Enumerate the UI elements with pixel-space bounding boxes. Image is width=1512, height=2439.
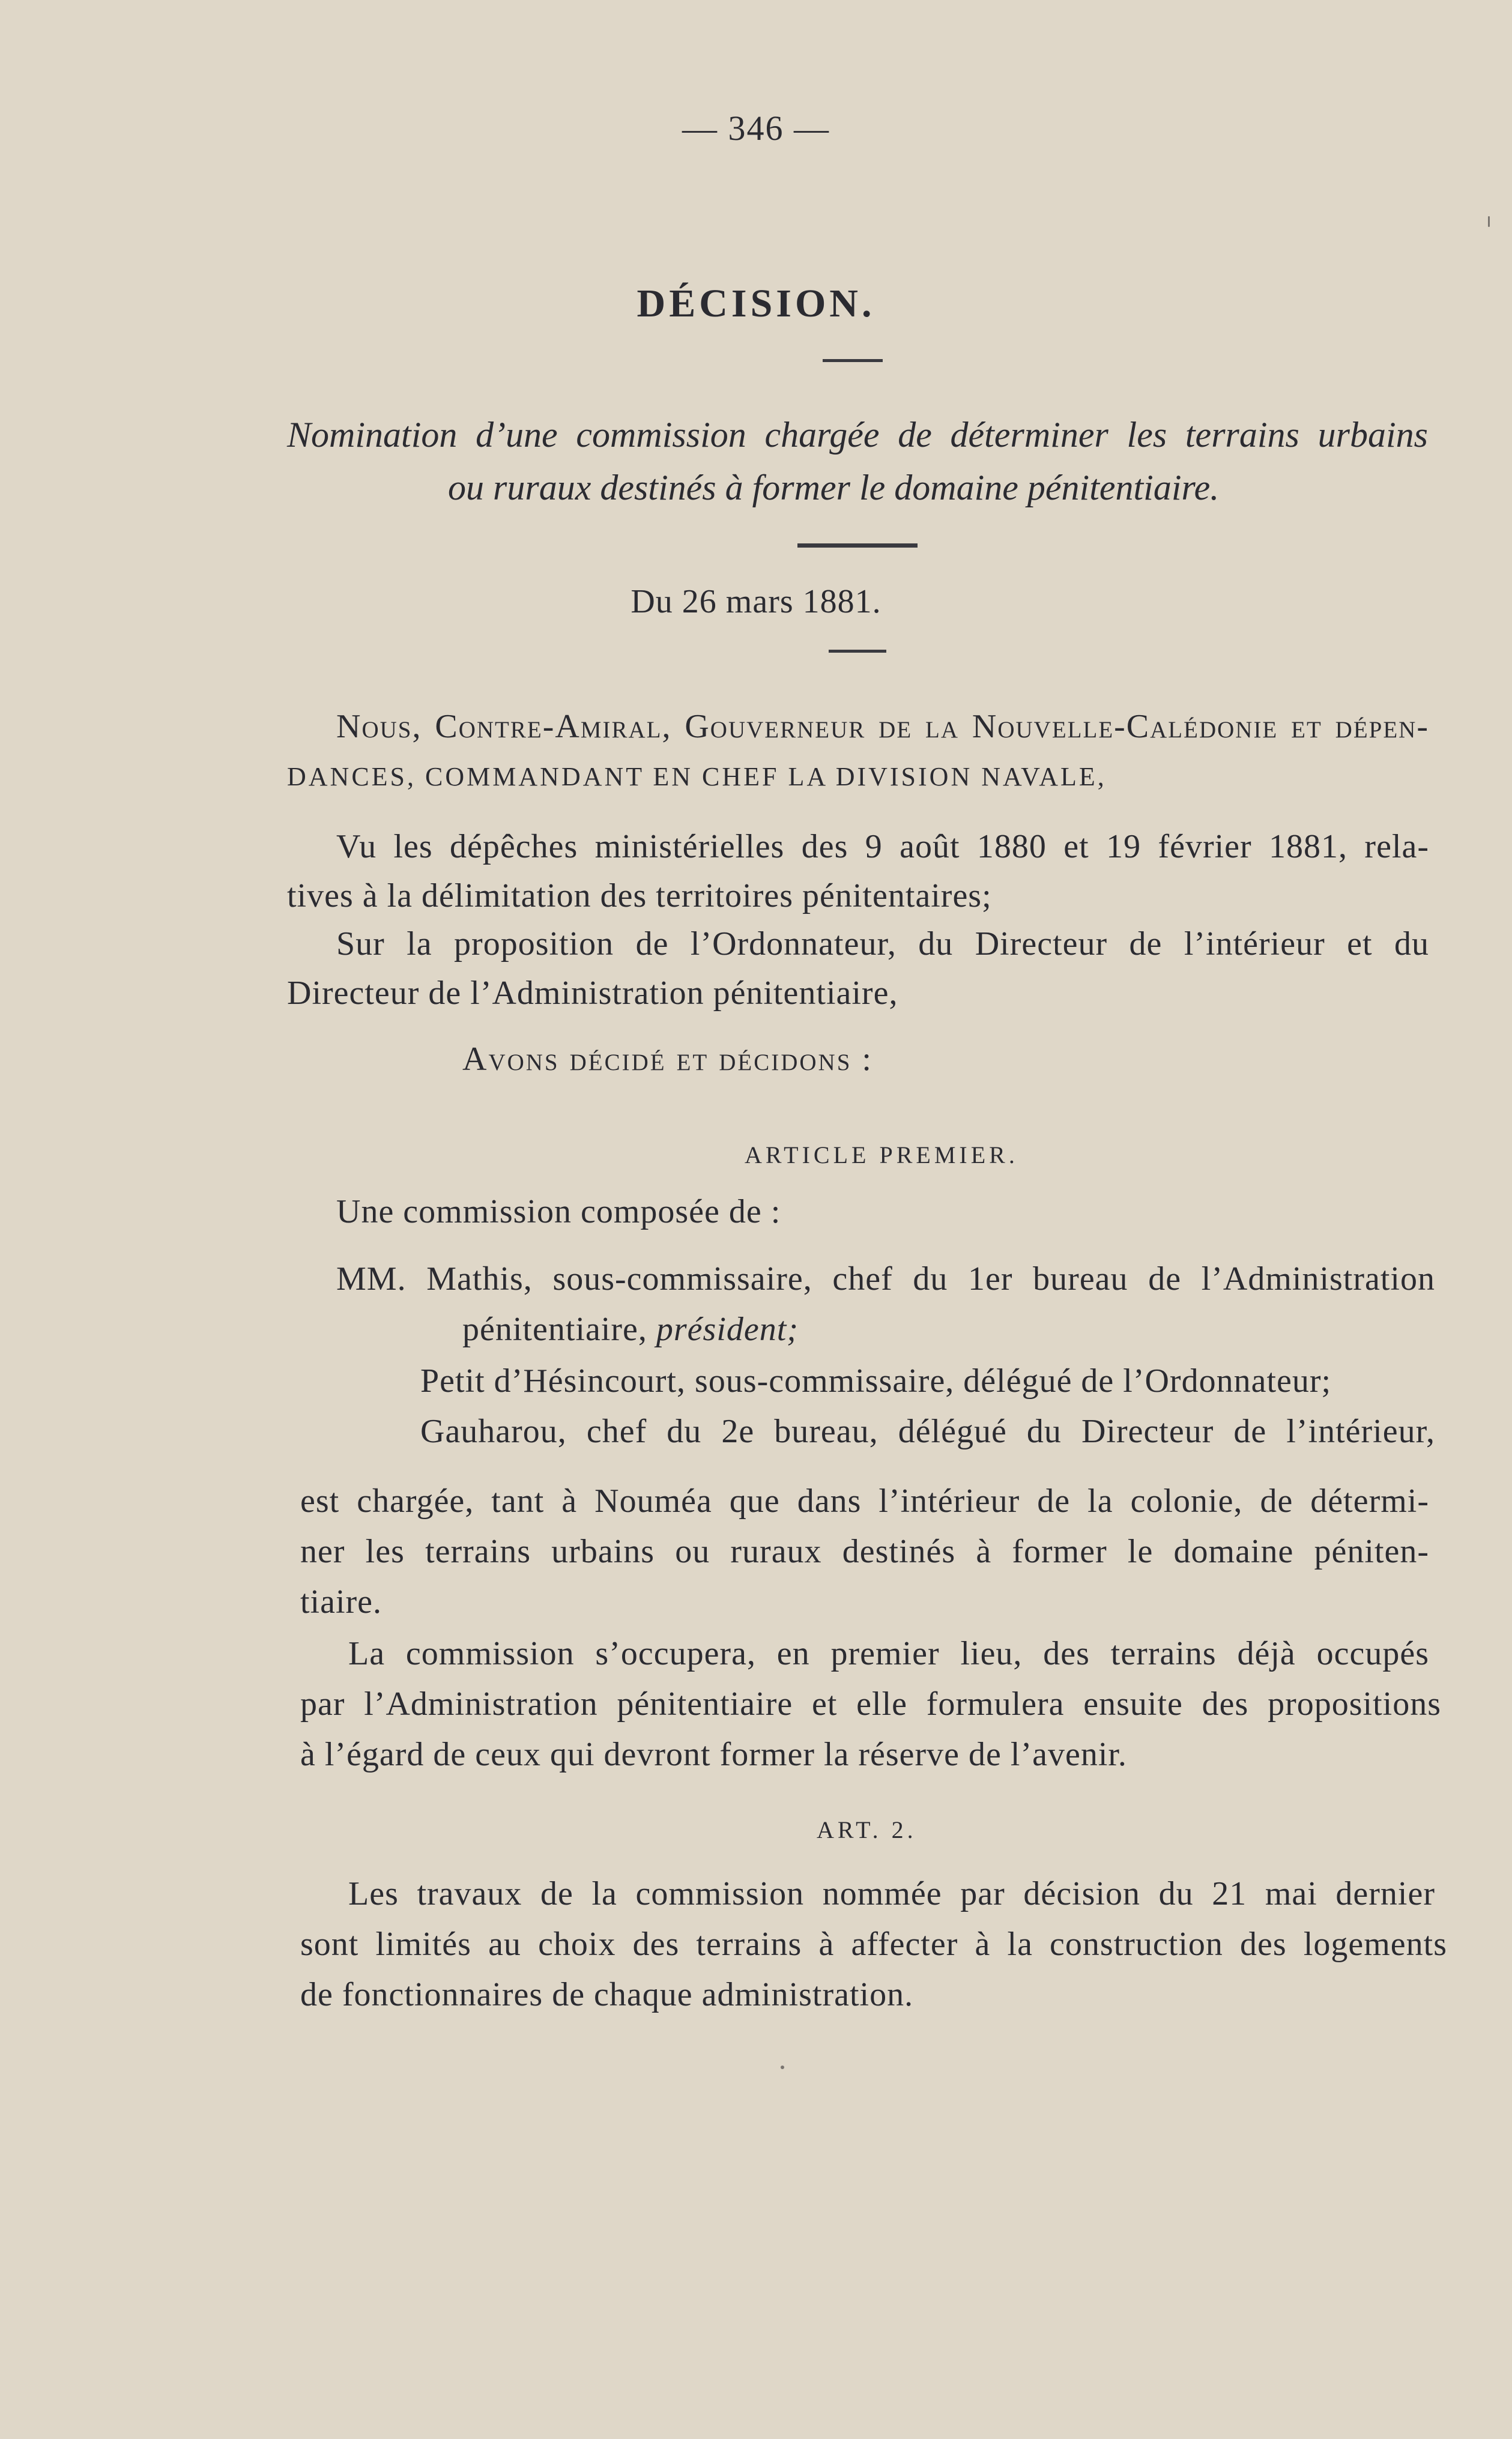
- article-1-para-2-line-1: La commission s’occupera, en premier lieu, des terrains déjà occupés: [348, 1635, 1429, 1672]
- article-1-para-2-line-3: à l’égard de ceux qui devront former la réserve de l’avenir.: [300, 1736, 1127, 1773]
- member-line-2: [462, 1310, 799, 1349]
- preamble-line-2: DANCES, COMMANDANT EN CHEF LA DIVISION NAVALE,: [287, 762, 1107, 791]
- date-rule: [829, 650, 886, 653]
- decision-formula: Avons décidé et décidons :: [462, 1041, 873, 1078]
- article-1-para-1-line-1: est chargée, tant à Nouméa que dans l’intérieur de la colonie, de détermi-: [300, 1482, 1429, 1520]
- subtitle-line-1: Nomination d’une commission chargée de déterminer les terrains urbains: [287, 415, 1428, 455]
- member-line-2-text: pénitentiaire,: [462, 1311, 656, 1348]
- member-line-3: Petit d’Hésincourt, sous-commissaire, délégué de l’Ordonnateur;: [420, 1362, 1332, 1400]
- article-1-heading: ARTICLE PREMIER.: [745, 1141, 1018, 1168]
- decision-date: Du 26 mars 1881.: [631, 583, 881, 620]
- consideration-line-2: tives à la délimitation des territoires pénitentaires;: [287, 877, 992, 914]
- article-1-intro: Une commission composée de :: [336, 1193, 781, 1230]
- article-2-line-1: Les travaux de la commission nommée par décision du 21 mai dernier: [348, 1875, 1435, 1912]
- ink-speck: [781, 2066, 784, 2069]
- page-number: — 346 —: [682, 109, 830, 148]
- article-2-line-3: de fonctionnaires de chaque administration.: [300, 1976, 914, 2013]
- member-line-4: Gauharou, chef du 2e bureau, délégué du Directeur de l’intérieur,: [420, 1413, 1435, 1450]
- article-2-heading: ART. 2.: [817, 1816, 917, 1843]
- document-title: DÉCISION.: [637, 282, 875, 325]
- consideration-line-4: Directeur de l’Administration pénitentiaire,: [287, 975, 898, 1012]
- article-1-para-1-line-2: ner les terrains urbains ou ruraux destinés à former le domaine péniten-: [300, 1533, 1429, 1570]
- article-1-para-1-line-3: tiaire.: [300, 1583, 383, 1621]
- consideration-line-3: Sur la proposition de l’Ordonnateur, du Directeur de l’intérieur et du: [336, 925, 1429, 963]
- subtitle-rule: [797, 543, 918, 548]
- article-1-para-2-line-2: par l’Administration pénitentiaire et elle formulera ensuite des propositions: [300, 1685, 1441, 1723]
- member-line-1: MM. Mathis, sous-commissaire, chef du 1er bureau de l’Administration: [336, 1260, 1435, 1298]
- subtitle-line-2: ou ruraux destinés à former le domaine pénitentiaire.: [448, 468, 1220, 507]
- consideration-line-1: Vu les dépêches ministérielles des 9 août 1880 et 19 février 1881, rela-: [336, 828, 1429, 865]
- preamble-line-1: Nous, Contre-Amiral, Gouverneur de la Nouvelle-Calédonie et dépen-: [336, 708, 1429, 745]
- title-rule: [823, 359, 883, 362]
- president-label: président;: [656, 1311, 799, 1348]
- margin-mark: [1488, 216, 1490, 227]
- article-2-line-2: sont limités au choix des terrains à affecter à la construction des logements: [300, 1926, 1447, 1963]
